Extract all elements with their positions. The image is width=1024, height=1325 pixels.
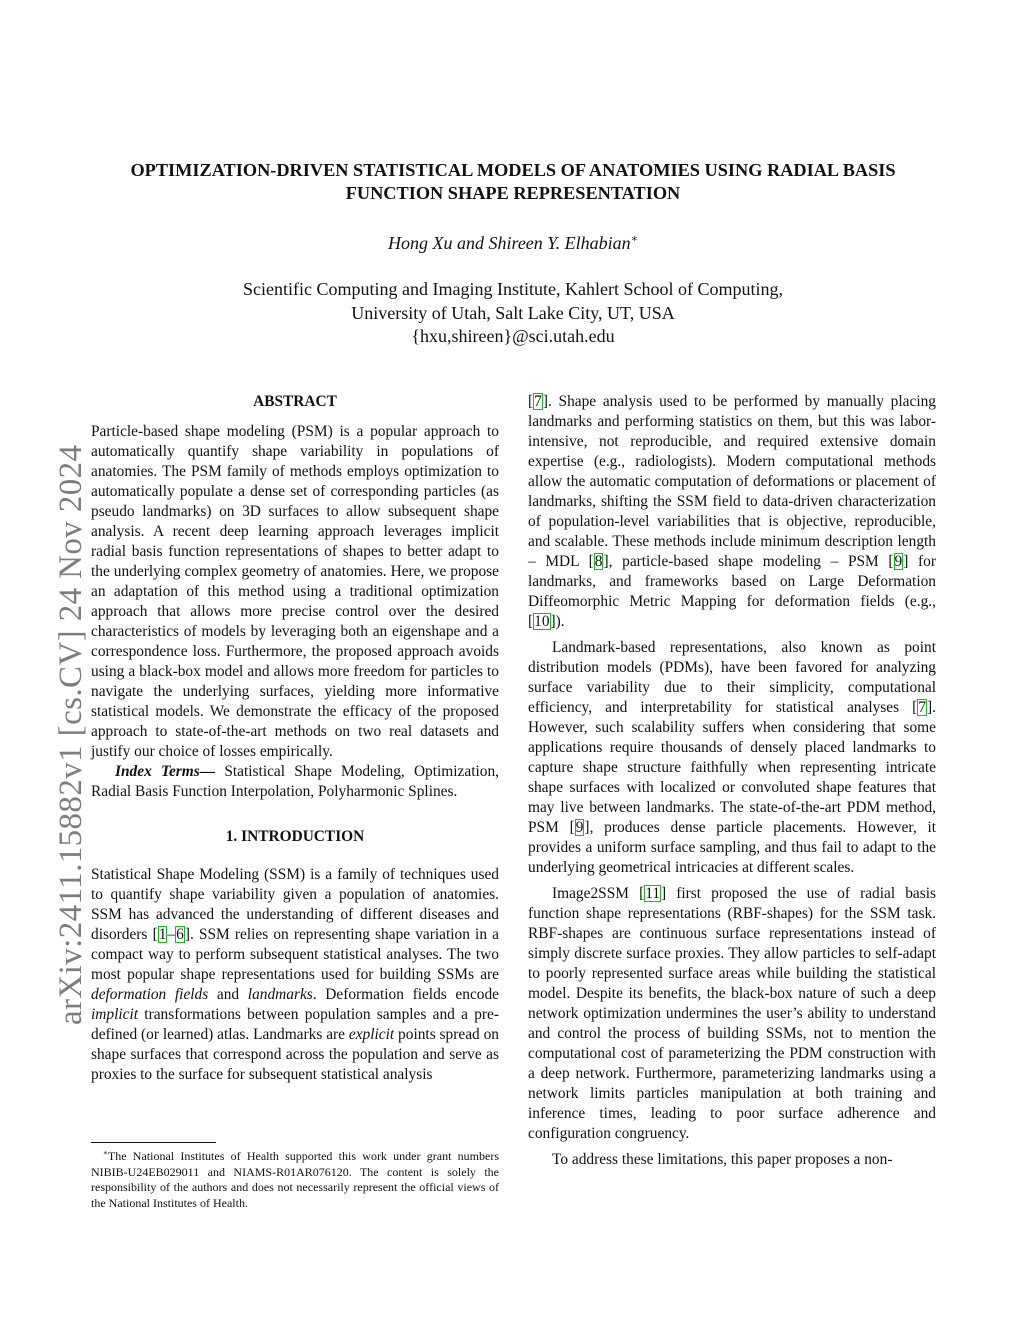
affiliation-line-2: University of Utah, Salt Lake City, UT, USA bbox=[351, 302, 675, 323]
citation-link[interactable]: 8 bbox=[594, 553, 603, 570]
author-names: Hong Xu and Shireen Y. Elhabian bbox=[387, 233, 631, 253]
affiliation-block bbox=[90, 278, 936, 349]
intro-paragraph-1-continued: [7]. Shape analysis used to be performed by manually placing landmarks and performing statistics on them, but this was labor-intensive, not reproducible, and required extensive domain expertise (e.g., radiologists). Modern computational methods allow the automatic computation of deformations or placement of landmarks, shifting the SSM field to data-driven characterization of population-level variabilities that is objective, reproducible, and scalable. These methods include minimum description length – MDL [8], particle-based shape modeling – PSM [9] for landmarks, and frameworks based on Large Deformation Diffeomorphic Metric Mapping for deformation fields (e.g., [10]). bbox=[528, 393, 936, 630]
introduction-heading: 1. INTRODUCTION bbox=[225, 828, 365, 845]
footnote-text: The National Institutes of Health supported this work under grant numbers NIBIB-U24EB029011 and NIAMS-R01AR076120. The content is solely the responsibility of the authors and does not necessarily represent the official views of the National Institutes of Health. bbox=[91, 1149, 499, 1210]
footnote-rule bbox=[91, 1142, 216, 1143]
paper-title: OPTIMIZATION-DRIVEN STATISTICAL MODELS OF ANATOMIES USING RADIAL BASIS FUNCTION SHAPE REPRESENTATION bbox=[130, 160, 896, 203]
intro-paragraph-3: Image2SSM [11] first proposed the use of radial basis function shape representations (RBF-shapes) for the SSM task. RBF-shapes are continuous surface representations instead of simply discrete surface proxies. They allow particles to self-adapt to poorly represented surface areas while building the statistical model. Despite its benefits, the black-box nature of such a deep network optimization undermines the user’s ability to understand and control the process of building SSMs, not to mention the computational cost of parameterizing the PDM construction with a deep network. Furthermore, parameterizing landmarks using a network limits particles manipulation at both training and inference times, leading to poor surface adherence and configuration congruency. bbox=[528, 885, 936, 1142]
citation-link[interactable]: 9 bbox=[575, 819, 584, 836]
citation-link[interactable]: 7 bbox=[918, 699, 926, 716]
citation-link[interactable]: 7 bbox=[534, 393, 542, 410]
citation-link[interactable]: 6 bbox=[176, 926, 184, 943]
right-column bbox=[528, 392, 936, 1170]
index-terms bbox=[91, 762, 499, 802]
intro-paragraph-1: Statistical Shape Modeling (SSM) is a family of techniques used to quantify shape variability given a population of anatomies. SSM has advanced the understanding of different diseases and disorders [1–6]. SSM relies on representing shape variation in a compact way to perform subsequent statistical analyses. The two most popular shape representations used for building SSMs are deformation fields and landmarks. Deformation fields encode implicit transformations between population samples and a pre-defined (or learned) atlas. Landmarks are explicit points spread on shape surfaces that correspond across the population and serve as proxies to the surface for subsequent statistical analysis bbox=[91, 866, 500, 1083]
intro-paragraph-2: Landmark-based representations, also known as point distribution models (PDMs), have been favored for analyzing surface variability due to their simplicity, computational efficiency, and interpretability for statistical analyses [7]. However, such scalability suffers when considering that some applications require thousands of densely placed landmarks to capture shape structure faithfully when representing intricate shape surfaces with localized or convoluted shape features that may live between landmarks. The state-of-the-art PDM method, PSM [9], produces dense particle placements. However, it provides a uniform surface sampling, and thus fail to adapt to the underlying geometrical intricacies at different scales. bbox=[528, 639, 936, 876]
citation-link[interactable]: 1 bbox=[158, 926, 167, 943]
abstract-body: Particle-based shape modeling (PSM) is a popular approach to automatically quantify shape variability in populations of anatomies. The PSM family of methods employs optimization to automatically populate a dense set of corresponding particles (as pseudo landmarks) on 3D surfaces to allow subsequent shape analysis. A recent deep learning approach leverages implicit radial basis function representations of shapes to better adapt to the underlying complex geometry of anatomies. Here, we propose an adaptation of this method using a traditional optimization approach that allows more precise control over the desired characteristics of models by leveraging both an eigenshape and a correspondence loss. Furthermore, the proposed approach avoids using a black-box model and allows more freedom for particles to navigate the underlying surfaces, yielding more informative statistical models. We demonstrate the efficacy of the proposed approach to state-of-the-art methods on two real datasets and justify our choice of losses empirically. bbox=[91, 423, 499, 760]
citation-link[interactable]: 10 bbox=[534, 613, 550, 630]
index-terms-text: Statistical Shape Modeling, Optimization, Radial Basis Function Interpolation, Polyharmonic Splines. bbox=[91, 763, 500, 800]
arxiv-side-identifier: arXiv:2411.15882v1 [cs.CV] 24 Nov 2024 bbox=[53, 444, 89, 1025]
intro-paragraph-4: To address these limitations, this paper proposes a non- bbox=[552, 1151, 893, 1168]
intro-p1-left-tail: points spread on shape surfaces that correspond across the population and serve as proxies to the surface for subsequent statistical analysis bbox=[91, 1026, 499, 1083]
affiliation-line-1: Scientific Computing and Imaging Institute, Kahlert School of Computing, bbox=[243, 279, 783, 299]
author-list bbox=[90, 232, 936, 254]
footnote bbox=[91, 1146, 499, 1211]
index-terms-label: Index Terms— bbox=[115, 763, 216, 780]
citation-link[interactable]: 11 bbox=[645, 885, 661, 902]
author-footnote-mark: ∗ bbox=[630, 233, 638, 245]
affiliation-email: {hxu,shireen}@sci.utah.edu bbox=[411, 326, 615, 346]
citation-link[interactable]: 9 bbox=[894, 553, 903, 570]
left-column bbox=[91, 392, 499, 1085]
abstract-heading: ABSTRACT bbox=[253, 393, 337, 410]
footnote-mark: ∗ bbox=[103, 1149, 108, 1157]
